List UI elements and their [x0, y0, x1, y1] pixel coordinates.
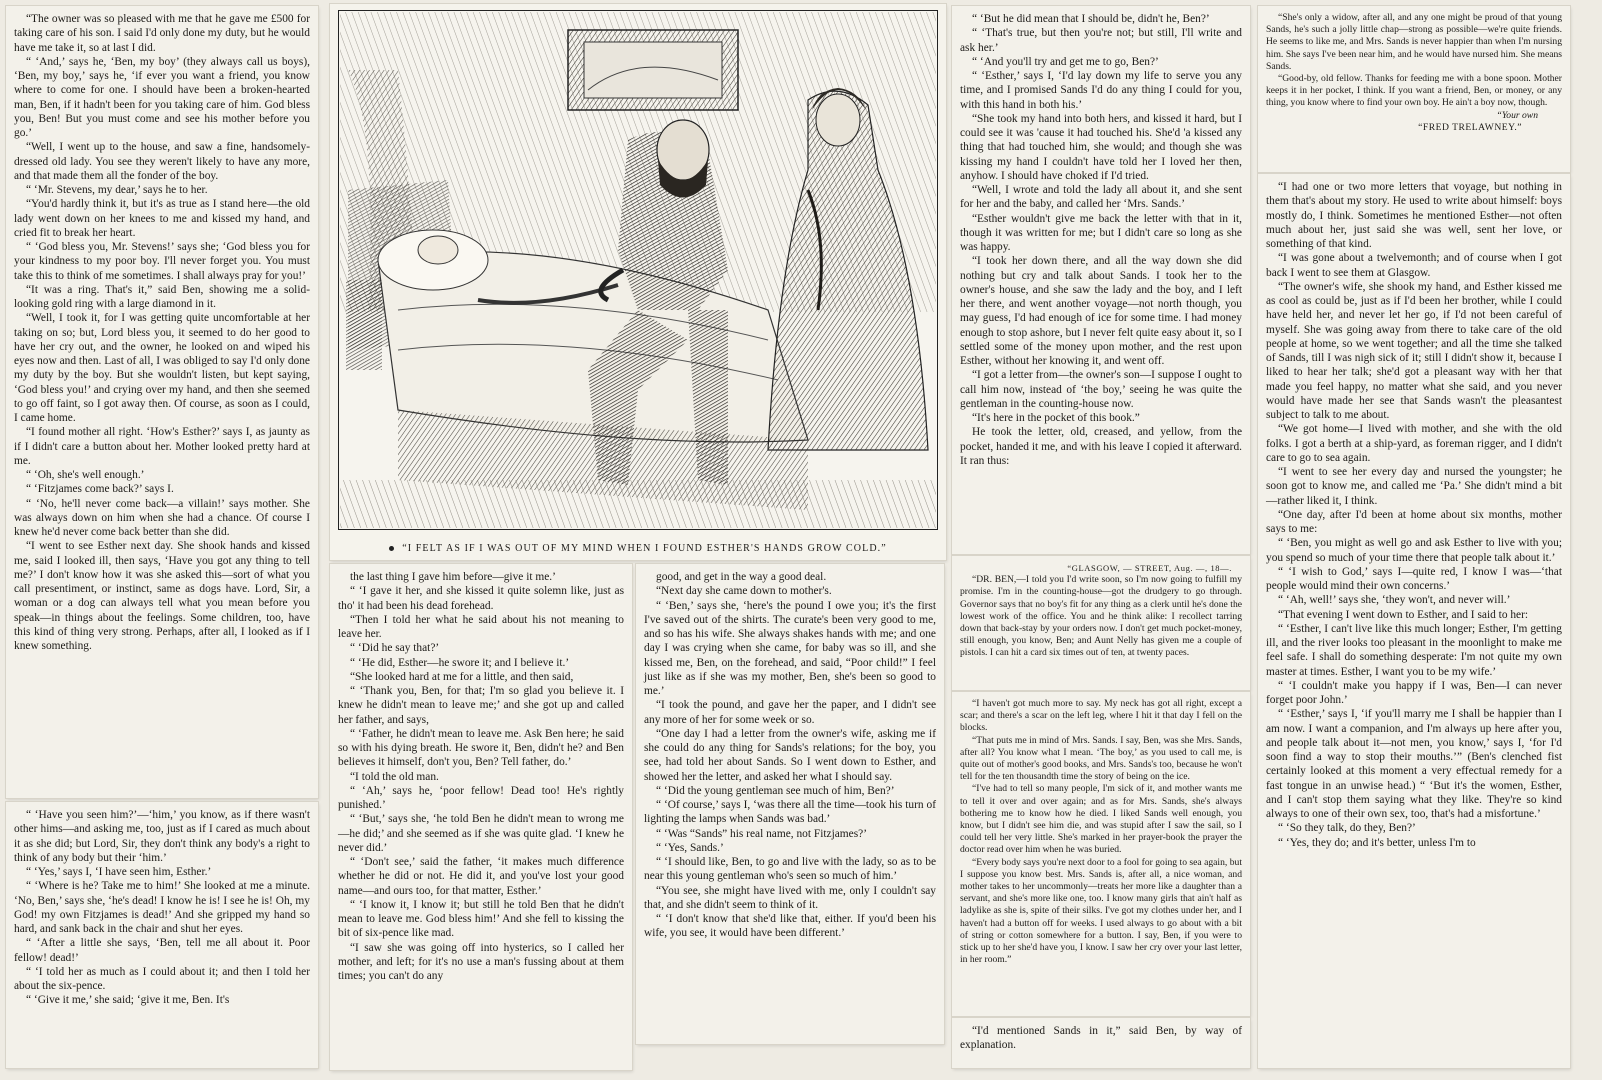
letter-signature: “FRED TRELAWNEY.”	[1418, 121, 1522, 133]
paragraph: “You'd hardly think it, but it's as true as I stand here—the old lady went down on her knees to me and kissed my hand, and cried fit to break her heart.	[14, 198, 310, 239]
paragraph: “ ‘Fitzjames come back?’ says I.	[26, 483, 174, 496]
paragraph: “I went to see her every day and nursed the youngster; he soon got to know me, and called me ‘Pa.’ She didn't mind a bit—rather liked it, I think.	[1266, 466, 1562, 507]
paragraph: “ ‘But he did mean that I should be, didn't he, Ben?’	[972, 13, 1210, 25]
paragraph: “DR. BEN,—I told you I'd write soon, so I'm now going to fulfill my promise. I'm in the counting-house—got the drudgery to go through. Governor says that no boy's fit for any thing as a clerk until he's done the lowest work of the office. You and he think alike: I recollect tarring down that back-stay by your orders now. I don't get much pocket-money, still enough, you know, Ben; and Aunt Nelly has given me a couple of pistols. I can hit a card six times out of ten, at twenty paces.	[960, 574, 1242, 659]
paragraph: “I got a letter from—the owner's son—I suppose I ought to call him now, instead of ‘the boy,’ seeing he was quite the gentleman in the counting-house now.	[960, 369, 1242, 410]
paragraph: “ ‘Father, he didn't mean to leave me. Ask Ben here; he said so with his dying breath. He swore it, Ben, didn't he? and Ben believes it himself, don't you, Ben? Tell father, do.’	[338, 727, 624, 769]
paragraph: “ ‘I told her as much as I could about it; and then I told her about the six-pence.	[14, 965, 310, 992]
paragraph: “ ‘Esther, I can't live like this much longer; Esther, I'm getting ill, and the river looks too pleasant in the moonlight to make me feel safe. I shall do something desperate: I'm not quite my own master at times. Esther, I want you to be my wife.’	[1266, 622, 1562, 678]
paragraph: “ ‘Don't see,’ said the father, ‘it makes much difference whether he did or not. He did it, and you've lost your good name—and ours too, for that matter, Esther.’	[338, 856, 624, 897]
paragraph: “That puts me in mind of Mrs. Sands. I say, Ben, was she Mrs. Sands, after all? You know what I mean. ‘The boy,’ as you used to call me, is quite out of mother's good books, and Mrs. Sands's too, because he won't tell for the ten thousandth time the story of being on the ice.	[960, 734, 1242, 783]
engraving-illustration	[338, 10, 938, 530]
illustration-clipping	[330, 4, 946, 560]
letter-dateline: “GLASGOW, — STREET, Aug. —, 18—.	[1067, 563, 1232, 573]
paragraph: “I was gone about a twelvemonth; and of course when I got back I went to see them at Glasgow.	[1266, 252, 1562, 279]
column-3-text	[636, 564, 944, 945]
paragraph: “ ‘After a little she says, ‘Ben, tell me all about it. Poor fellow! dead!’	[14, 937, 310, 964]
paragraph: “That evening I went down to Esther, and I said to her:	[1278, 608, 1529, 621]
paragraph: “ ‘That's true, but then you're not; but still, I'll write and ask her.’	[960, 27, 1242, 54]
paragraph: “ ‘And,’ says he, ‘Ben, my boy’ (they always call us boys), ‘Ben, my boy,’ says he, ‘if ever you want a friend, you know where to come for one. I should have been a broken-hearted man, Ben, if it hadn't been for you taking care of him. God bless you, Ben! But you must come and see his mother before you go.’	[14, 55, 310, 139]
paragraph: “ ‘Ben, you might as well go and ask Esther to live with you; you spend so much of your time there that people talk about it.’	[1266, 537, 1562, 564]
paragraph: “ ‘Give it me,’ she said; ‘give it me, Ben. It's	[26, 994, 230, 1007]
letter-signoff: “Your own	[1496, 109, 1538, 121]
paragraph: “ ‘Yes,’ says I, ‘I have seen him, Esther.’	[26, 866, 212, 878]
letter-1-text	[952, 556, 1250, 664]
paragraph: “Good-by, old fellow. Thanks for feeding me with a bone spoon. Mother keeps it in her pocket, I think. If you want a friend, Ben, or money, or any thing, you know where to find your own boy. He ain't a boy now, though.	[1266, 73, 1562, 109]
paragraph: “I found mother all right. ‘How's Esther?’ says I, as jaunty as if I didn't care a button about her. Mother looked pretty hard at me.	[14, 426, 310, 467]
paragraph: “She's only a widow, after all, and any one might be proud of that young Sands, he's such a jolly little chap—strong as possible—we're quite friends. He seems to like me, and Mrs. Sands is never happier than when I'm nursing him. She says I've been near him, and he would have nursed him. She means Sands.	[1266, 12, 1562, 72]
column-5-clipping	[1258, 174, 1570, 1068]
paragraph: “I went to see Esther next day. She shook hands and kissed me, said I looked ill, then says, ‘Have you got any thing to tell me?’ I don't know how it was she asked this—sort of what you call presentiment, or instinct, same as dogs have. Lord, Sir, a woman or a dog can always tell what you mean before you speak—in things about the feelings. Some children, too, have this kind of thing very strong. Perhaps, after all, I looked as if I knew something.	[14, 540, 310, 652]
paragraph: “ ‘Have you seen him?’—‘him,’ you know, as if there wasn't other hims—and asking me, too, just as if I cared as much about it as she did; but Lord, Sir, they don't think any body's a right to think of any body but their ‘him.’	[14, 809, 310, 864]
paragraph: “I'd mentioned Sands in it,” said Ben, by way of explanation.	[960, 1025, 1242, 1052]
column-1b-clipping	[6, 802, 318, 1068]
paragraph: “ ‘I gave it her, and she kissed it quite solemn like, just as tho' it had been his dead forehead.	[338, 585, 624, 612]
paragraph: “Well, I went up to the house, and saw a fine, handsomely-dressed old lady. You see they weren't likely to have any more, and that made them all the fonder of the boy.	[14, 141, 310, 182]
paragraph: “I haven't got much more to say. My neck has got all right, except a scar; and there's a scar on the left leg, where I hit it that day I fell on the blocks.	[960, 698, 1242, 734]
column-3-clipping	[636, 564, 944, 1044]
paragraph: “I had one or two more letters that voyage, but nothing in them that's about my story. He used to write about himself: boys mostly do, I think. Sometimes he mentioned Esther—not often much about her, just said she was well, sent her love, or something of that kind.	[1266, 181, 1562, 250]
paragraph: “You see, she might have lived with me, only I couldn't say that, and she didn't seem to think of it.	[644, 884, 936, 911]
paragraph: “ ‘Oh, she's well enough.’	[26, 469, 145, 481]
paragraph: “ ‘Did he say that?’	[350, 642, 440, 655]
column-4-clipping	[952, 6, 1250, 554]
paragraph: “It's here in the pocket of this book.”	[972, 412, 1140, 424]
paragraph: He took the letter, old, creased, and yellow, from the pocket, handed it me, and with his leave I copied it afterward. It ran thus:	[960, 426, 1242, 467]
column-4b-text	[952, 1018, 1250, 1057]
column-1-text	[6, 6, 318, 657]
paragraph: “ ‘Esther,’ says I, ‘I'd lay down my life to serve you any time, and I promised Sands I'd do any thing I could for you, with this hand in both his.’	[960, 70, 1242, 111]
paragraph: “I took the pound, and gave her the paper, and I didn't see any more of her for some week or so.	[644, 699, 936, 726]
paragraph: “I took her down there, and all the way down she did nothing but cry and talk about Sands. I took her to the owner's house, and she saw the lady and the boy, and I left her there, and went another voyage—not north though, you may guess, I'd had enough of ice for some time. I had money enough to stop ashore, but I never felt quite easy about it, so I settled some of the money upon mother, and the rest upon Esther, without her knowing it, and went off.	[960, 255, 1242, 367]
paragraph: “ ‘Ben,’ says she, ‘here's the pound I owe you; it's the first I've saved out of the shirts. The curate's been very good to me, and so has his wife. She always shakes hands with me; and one day I was crying when she came, for baby was so ill, and she kissed me, Ben, on the forehead, and said, “Poor child!” I feel just like as if she was my mother, Ben, she's been so good to me.’	[644, 599, 936, 697]
column-1-clipping	[6, 6, 318, 798]
paragraph: “ ‘I couldn't make you happy if I was, Ben—I can never forget poor John.’	[1266, 679, 1562, 706]
column-2-clipping	[330, 564, 632, 1070]
paragraph: “I've had to tell so many people, I'm sick of it, and mother wants me to tell it over and over again; and as for Mrs. Sands, she's always bothering me to know how he died. I liked Sands well enough, you know, but I didn't see him die, and was stupid after I saw the sail, so I could tell her very little. She's marked in her prayer-book the prayer the doctor read over him when he was buried.	[960, 783, 1242, 856]
paragraph: “ ‘Was “Sands” his real name, not Fitzjames?’	[656, 827, 868, 840]
paragraph: “ ‘Ah, well!’ says she, ‘they won't, and never will.’	[1278, 594, 1511, 607]
paragraph: “ ‘I should like, Ben, to go and live with the lady, so as to be near this young gentleman who's seen so much of him.’	[644, 856, 936, 883]
bullet-icon	[389, 546, 394, 551]
letter-2-text	[952, 692, 1250, 970]
column-4b-clipping	[952, 1018, 1250, 1068]
illustration-caption	[330, 543, 946, 554]
paragraph: “ ‘Where is he? Take me to him!’ She looked at me a minute. ‘No, Ben,’ says she, ‘he's dead! I know he is! I see he is! Oh, my God! my own Fitzjames is dead!’ And she gripped my hand so hard, and sank back in the chair and shut her eyes.	[14, 880, 310, 935]
paragraph: “ ‘He did, Esther—he swore it; and I believe it.’	[350, 656, 570, 669]
paragraph: “Well, I wrote and told the lady all about it, and she sent for her and the baby, and called her ‘Mrs. Sands.’	[960, 184, 1242, 211]
column-1b-text	[6, 802, 318, 1012]
letter-1-clipping	[952, 556, 1250, 690]
paragraph: “Next day she came down to mother's.	[656, 585, 832, 598]
paragraph: “She took my hand into both hers, and kissed it hard, but I could see it was 'cause it had touched his. She'd 'a kissed any thing that had touched him, she would; and though she was kissing my hand I couldn't have told her I loved her then, anyhow. I should have choked if I'd tried.	[960, 112, 1242, 182]
column-5-letter-clipping	[1258, 6, 1570, 172]
column-5-text	[1258, 174, 1570, 854]
paragraph: “ ‘Esther,’ says I, ‘if you'll marry me I shall be happier than I am now. I want a companion, and I'm always up here after you, and people talk about it—not men, you know,’ says I, ‘for I'd soon find a way to stop their mouths.’” (Ben's clenched fist certainly looked at this moment a very effectual remedy for a fast tongue in an unwise head.) “ ‘But it's the women, Esther, and I can't stop them saying what they like. They're so kind always to one of their own sex, too, that's had a misfortune.’	[1266, 708, 1562, 820]
paragraph: the last thing I gave him before—give it me.’	[350, 571, 556, 583]
paragraph: “She looked hard at me for a little, and then said,	[350, 670, 574, 683]
paragraph: “ ‘No, he'll never come back—a villain!’ says mother. She was always down on him when she had a chance. Of course I knew he'd never come back better than she did.	[14, 497, 310, 538]
paragraph: “ ‘I wish to God,’ says I—quite red, I know I was—‘that people would mind their own concerns.’	[1266, 565, 1562, 592]
paragraph: “The owner was so pleased with me that he gave me £500 for taking care of his son. I said I'd only done my duty, but he would have me take it, so at last I did.	[14, 13, 310, 54]
paragraph: “ ‘And you'll try and get me to go, Ben?’	[972, 55, 1159, 68]
paragraph: “It was a ring. That's it,” said Ben, showing me a solid-looking gold ring with a large diamond in it.	[14, 283, 310, 310]
paragraph: “ ‘Of course,’ says I, ‘was there all the time—took his turn of lighting the lamps when Sands was bad.’	[644, 799, 936, 826]
paragraph: “ ‘Yes, Sands.’	[656, 841, 724, 854]
paragraph: “We got home—I lived with mother, and she with the old folks. I got a berth at a ship-yard, as foreman rigger, and I didn't care to go to sea again.	[1266, 423, 1562, 464]
paragraph: “The owner's wife, she shook my hand, and Esther kissed me as cool as could be, just as if I'd been her brother, while I could have held her, and never let her go, if I'd not been careful of myself. She was going away from there to take care of the old people at home, so we went together; and all the time she talked of Sands, till I was nigh sick of it; still I didn't show it, because I liked to hear her talk; she'd got a pleasant way with her that made you feel happy, no matter what she said, and you never would have made her see that Sands wasn't the pleasantest subject to talk to me about.	[1266, 280, 1562, 421]
paragraph: “One day, after I'd been at home about six months, mother says to me:	[1266, 508, 1562, 535]
paragraph: “One day I had a letter from the owner's wife, asking me if she could do any thing for Sands's relations; for the boy, you see, had told her about Sands. So I went down to Esther, and showed her the letter, and asked her what I should say.	[644, 727, 936, 783]
paragraph: “ ‘But,’ says she, ‘he told Ben he didn't mean to wrong me—he did;’ and she seemed as if she was quite glad. ‘I knew he never did.’	[338, 813, 624, 854]
paragraph: “I saw she was going off into hysterics, so I called her mother, and left; for it's no use a man's fussing about at them times; you can't do any	[338, 941, 624, 982]
column-4-text	[952, 6, 1250, 472]
paragraph: “ ‘So they talk, do they, Ben?’	[1278, 822, 1416, 835]
paragraph: “ ‘Thank you, Ben, for that; I'm so glad you believe it. I knew he didn't mean to leave me;’ and she got up and called her father, and says,	[338, 685, 624, 726]
paragraph: “ ‘I don't know that she'd like that, either. If you'd been his wife, you see, it would have been different.’	[644, 913, 936, 940]
column-2-text	[330, 564, 632, 987]
paragraph: “ ‘Mr. Stevens, my dear,’ says he to her.	[26, 184, 208, 196]
paragraph: “Esther wouldn't give me back the letter with that in it, though it was written for me; but I didn't care so long as she was happy.	[960, 212, 1242, 253]
paragraph: “Then I told her what he said about his not meaning to leave her.	[338, 613, 624, 640]
paragraph: “Every body says you're next door to a fool for going to sea again, but I suppose you know best. Mrs. Sands is, after all, a nice woman, and mother takes to her uncommonly—treats her more like a daughter than a servant, and she's more like one, too. I know many girls that ain't half as ladylike as she is, spite of their silks. I've got my clothes under her, and I haven't had a button off for weeks. I used always to go about with a bit of string or cotton somewhere for a button. I say, Ben, if you were to stick up to her she'd have you, I know. I saw her cry over your last letter, in her room.”	[960, 856, 1242, 966]
paragraph: “Well, I took it, for I was getting quite uncomfortable at her taking on so; but, Lord bless you, it seemed to do her good to have her cry out, and the owner, he looked on and wiped his eyes now and then. Last of all, I was obliged to say I'd only done my duty by the boy. But she wouldn't listen, but kept saying, ‘God bless you!’ and crying over my hand, and then she seemed to go off faint, so I got away then. Of course, as soon as I could, I came home.	[14, 312, 310, 424]
paragraph: “ ‘God bless you, Mr. Stevens!’ says she; ‘God bless you for your kindness to my poor boy. I'll never forget you. You must take this to think of me sometimes. I shall always pray for you!’	[14, 241, 310, 282]
paragraph: “ ‘Yes, they do; and it's better, unless I'm to	[1278, 836, 1476, 849]
paragraph: “I told the old man.	[350, 770, 439, 783]
column-5-letter-text	[1258, 6, 1570, 138]
paragraph: “ ‘Did the young gentleman see much of him, Ben?’	[656, 784, 895, 797]
paragraph: “ ‘Ah,’ says he, ‘poor fellow! Dead too! He's rightly punished.’	[338, 784, 624, 811]
paragraph: “ ‘I know it, I know it; but still he told Ben that he didn't mean to leave me. God bless him!’ And she fell to kissing the bit of six-pence like mad.	[338, 898, 624, 940]
caption-text: “I FELT AS IF I WAS OUT OF MY MIND WHEN I FOUND ESTHER'S HANDS GROW COLD.”	[402, 543, 887, 554]
paragraph: good, and get in the way a good deal.	[656, 571, 827, 583]
letter-2-clipping	[952, 692, 1250, 1016]
